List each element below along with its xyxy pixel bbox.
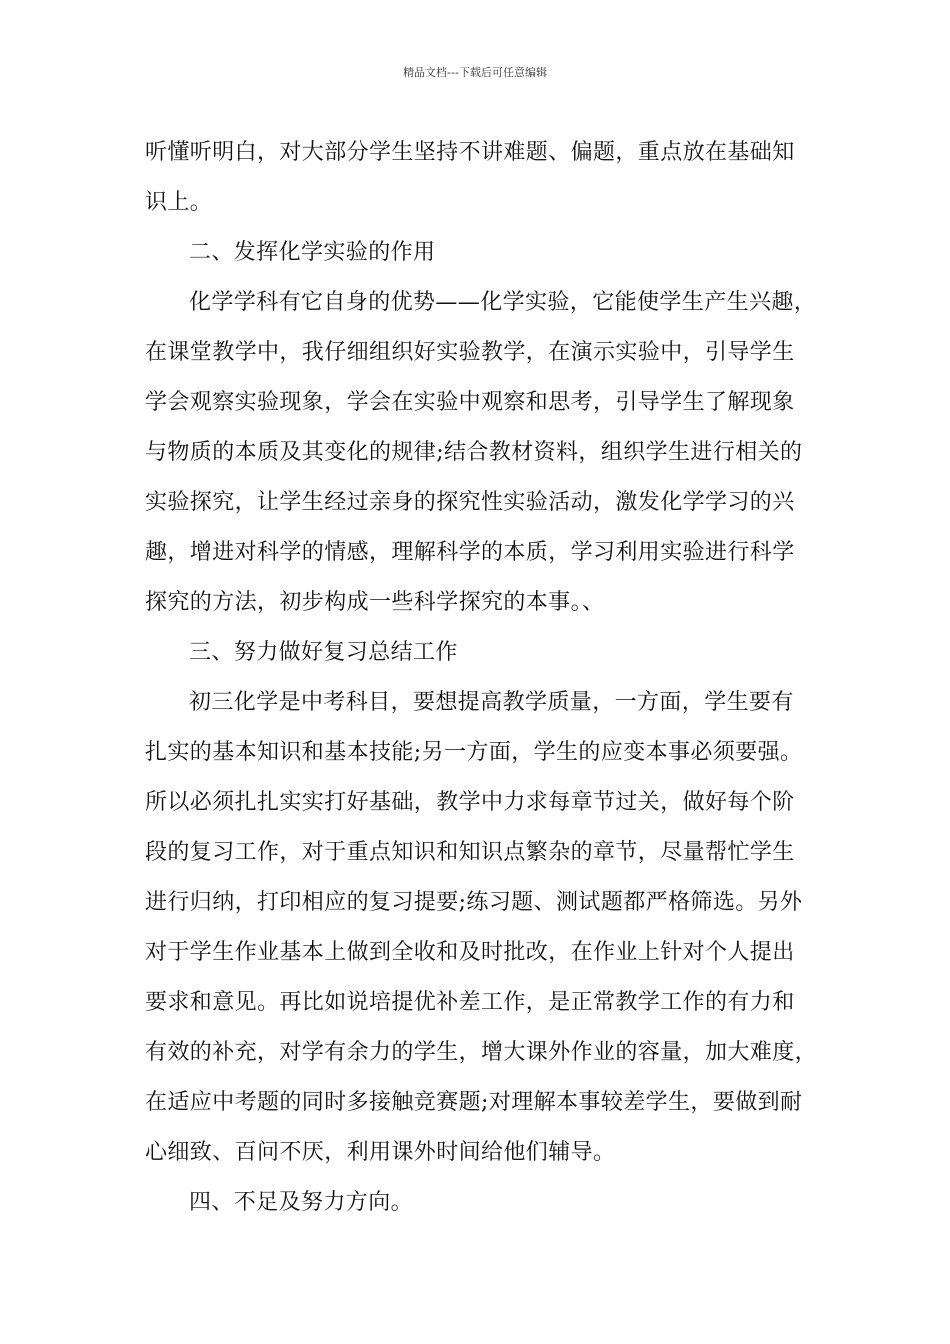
- text-line: 所以必须扎扎实实打好基础，教学中力求每章节过关，做好每个阶: [145, 790, 795, 815]
- page-header: 精品文档---下载后可任意编辑: [403, 66, 547, 79]
- text-line: 对于学生作业基本上做到全收和及时批改，在作业上针对个人提出: [145, 940, 795, 965]
- document-body: [145, 128, 818, 1228]
- text-line: 段的复习工作，对于重点知识和知识点繁杂的章节，尽量帮忙学生: [145, 840, 795, 865]
- paragraph-start: 化学学科有它自身的优势——化学实验，它能使学生产生兴趣，: [189, 290, 817, 315]
- text-line: 学会观察实验现象，学会在实验中观察和思考，引导学生了解现象: [145, 390, 795, 415]
- paragraph-start: 初三化学是中考科目，要想提高教学质量，一方面，学生要有: [189, 690, 794, 715]
- text-line: 扎实的基本知识和基本技能;另一方面，学生的应变本事必须要强。: [145, 740, 803, 765]
- text-line: 要求和意见。再比如说培提优补差工作，是正常教学工作的有力和: [145, 990, 795, 1015]
- section-heading: 四、不足及努力方向。: [189, 1190, 414, 1215]
- text-line: 与物质的本质及其变化的规律;结合教材资料，组织学生进行相关的: [145, 440, 803, 465]
- text-line: 在适应中考题的同时多接触竞赛题;对理解本事较差学生，要做到耐: [145, 1090, 803, 1115]
- text-line: 实验探究，让学生经过亲身的探究性实验活动，激发化学学习的兴: [145, 490, 795, 515]
- text-line: 进行归纳，打印相应的复习提要;练习题、测试题都严格筛选。另外: [145, 890, 803, 915]
- text-line: 识上。: [145, 190, 213, 215]
- text-line: 心细致、百问不厌，利用课外时间给他们辅导。: [145, 1140, 616, 1165]
- text-line: 探究的方法，初步构成一些科学探究的本事。、: [145, 590, 605, 615]
- text-line: 趣，增进对科学的情感，理解科学的本质，学习利用实验进行科学: [145, 540, 795, 565]
- text-line: 有效的补充，对学有余力的学生，增大课外作业的容量，加大难度，: [145, 1040, 818, 1065]
- text-line: 听懂听明白，对大部分学生坚持不讲难题、偏题，重点放在基础知: [145, 140, 795, 165]
- section-heading: 三、努力做好复习总结工作: [189, 640, 458, 665]
- text-line: 在课堂教学中，我仔细组织好实验教学，在演示实验中，引导学生: [145, 340, 795, 365]
- section-heading: 二、发挥化学实验的作用: [189, 240, 436, 265]
